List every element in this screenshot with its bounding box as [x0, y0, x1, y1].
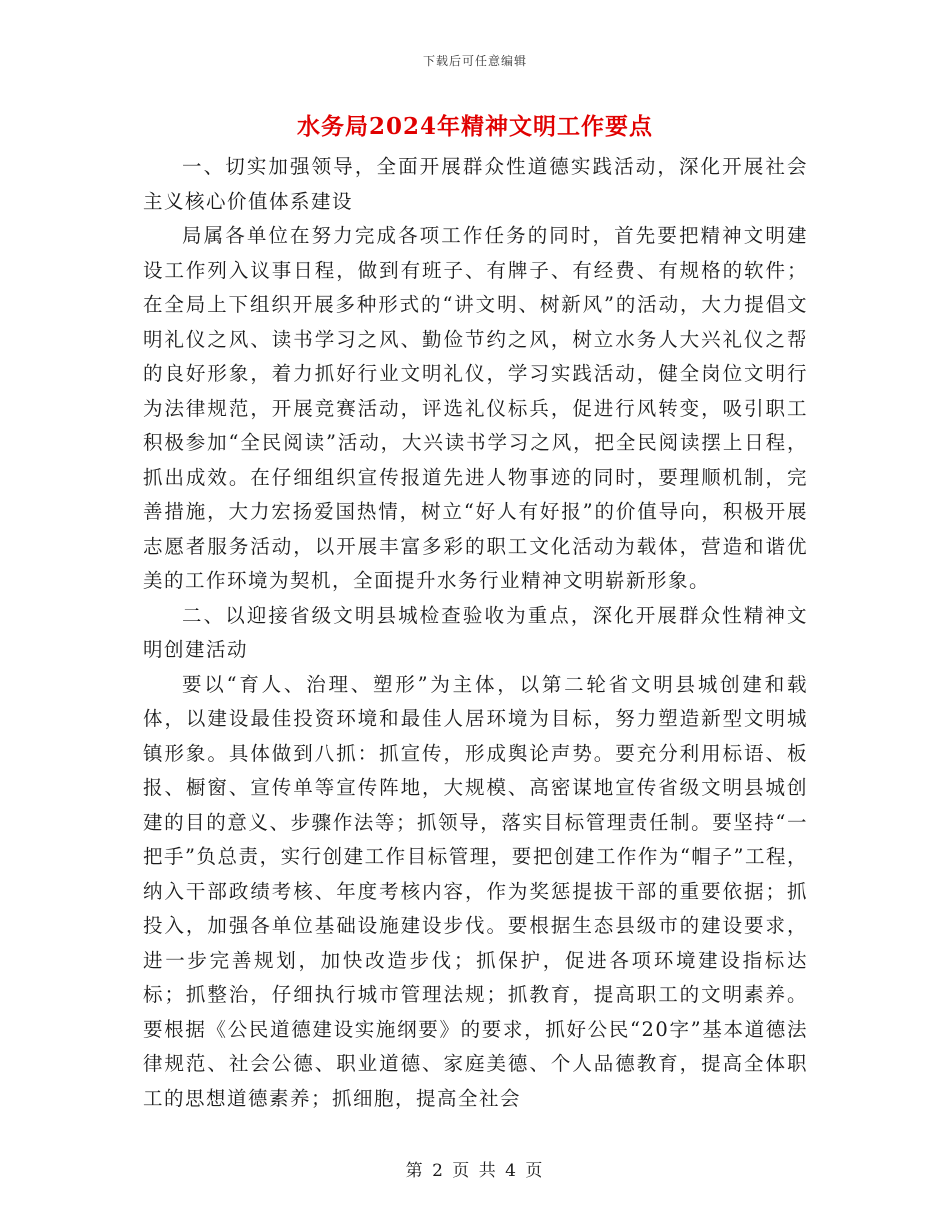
header-note: 下载后可任意编辑 — [422, 54, 527, 68]
body-paragraph-1: 局属各单位在努力完成各项工作任务的同时，首先要把精神文明建设工作列入议事日程，做到有班子、有牌子、有经费、有规格的软件；在全局上下组织开展多种形式的“讲文明、树新风”的活动，大力提倡文明礼仪之风、读书学习之风、勤俭节约之风，树立水务人大兴礼仪之帮的良好形象，着力抓好行业文明礼仪，学习实践活动，健全岗位文明行为法律规范，开展竞赛活动，评选礼仪标兵，促进行风转变，吸引职工积极参加“全民阅读”活动，大兴读书学习之风，把全民阅读摆上日程，抓出成效。在仔细组织宣传报道先进人物事迹的同时，要理顺机制，完善措施，大力宏扬爱国热情，树立“好人有好报”的价值导向，积极开展志愿者服务活动，以开展丰富多彩的职工文化活动为载体，营造和谐优美的工作环境为契机，全面提升水务行业精神文明崭新形象。 — [143, 224, 808, 592]
section-heading-2: 二、以迎接省级文明县城检查验收为重点，深化开展群众性精神文明创建活动 — [143, 603, 808, 661]
section-heading-1: 一、切实加强领导，全面开展群众性道德实践活动，深化开展社会主义核心价值体系建设 — [143, 155, 808, 213]
document-body — [143, 150, 808, 1116]
body-paragraph-2: 要以“育人、治理、塑形”为主体，以第二轮省文明县城创建和载体，以建设最佳投资环境和最佳人居环境为目标，努力塑造新型文明城镇形象。具体做到八抓：抓宣传，形成舆论声势。要充分利用标语、板报、橱窗、宣传单等宣传阵地，大规模、高密谋地宣传省级文明县城创建的目的意义、步骤作法等；抓领导，落实目标管理责任制。要坚持“一把手”负总责，实行创建工作目标管理，要把创建工作作为“帽子”工程，纳入干部政绩考核、年度考核内容，作为奖惩提拔干部的重要依据；抓投入，加强各单位基础设施建设步伐。要根据生态县级市的建设要求，进一步完善规划，加快改造步伐；抓保护，促进各项环境建设指标达标；抓整治，仔细执行城市管理法规；抓教育，提高职工的文明素养。要根据《公民道德建设实施纲要》的要求，抓好公民“20字”基本道德法律规范、社会公德、职业道德、家庭美德、个人品德教育，提高全体职工的思想道德素养；抓细胞，提高全社会 — [143, 672, 808, 1110]
document-title: 水务局2024年精神文明工作要点 — [296, 113, 653, 140]
page-number: 第 2 页 共 4 页 — [405, 1161, 545, 1181]
